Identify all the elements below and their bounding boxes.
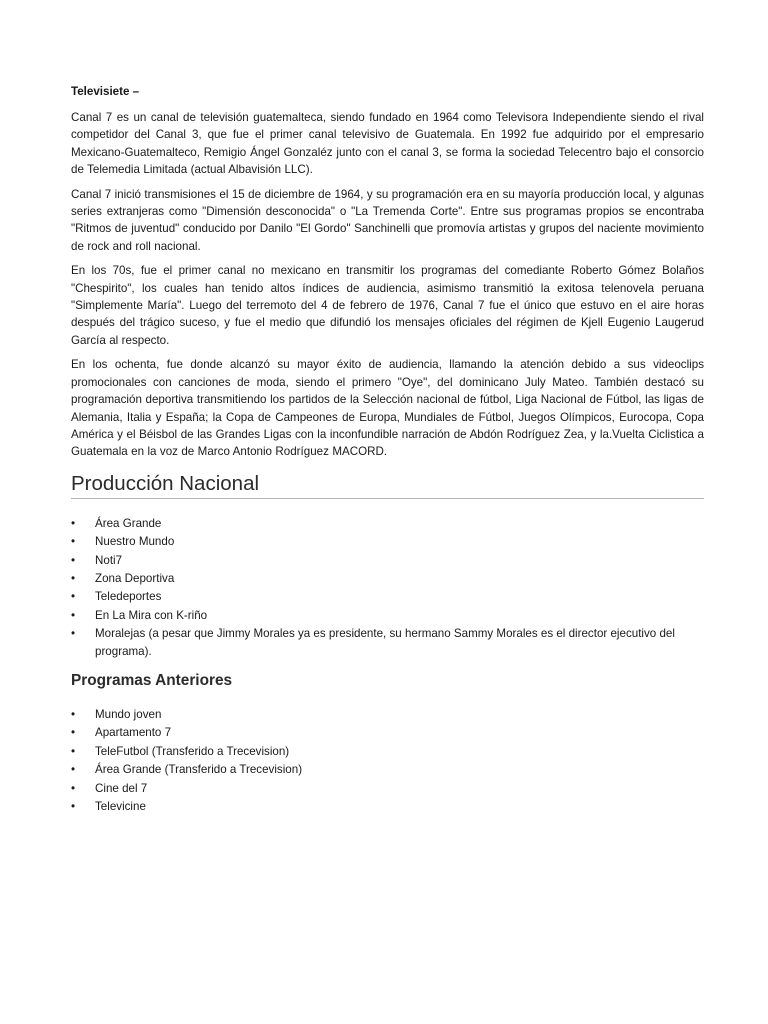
list-item-label: Teledeportes bbox=[95, 590, 162, 604]
bullet-icon: • bbox=[71, 781, 76, 795]
bullet-icon: • bbox=[71, 590, 76, 604]
list-item bbox=[71, 798, 704, 815]
list-item bbox=[71, 743, 704, 760]
bullet-icon: • bbox=[71, 763, 76, 777]
subsection-heading-programas-anteriores: Programas Anteriores bbox=[71, 671, 233, 689]
list-item bbox=[71, 724, 704, 741]
list-item-label: Mundo joven bbox=[95, 707, 162, 721]
paragraph-anos-80: En los ochenta, fue donde alcanzó su mayor éxito de audiencia, llamando la atención debido a sus videoclips promocionales con canciones de moda, siendo el primero "Oye", del dominicano July Mateo. También destacó su programación deportiva transmitiendo los partidos de la Selección nacional de fútbol, Liga Nacional de Fútbol, las ligas de Alemania, Italia y España; la Copa de Campeones de Europa, Mundiales de Fútbol, Juegos Olímpicos, Eurocopa, Copa América y el Béisbol de las Grandes Ligas con la inconfundible narración de Abdón Rodríguez Zea, y la.Vuelta Ciclistica a Guatemala en la voz de Marco Antonio Rodríguez MACORD. bbox=[71, 358, 704, 459]
list-item-label: Apartamento 7 bbox=[95, 726, 172, 740]
list-item-label: En La Mira con K-riño bbox=[95, 608, 208, 622]
list-item bbox=[71, 706, 704, 723]
list-item-label: Área Grande bbox=[95, 516, 162, 530]
list-item-label: Zona Deportiva bbox=[95, 571, 175, 585]
bullet-icon: • bbox=[71, 800, 76, 813]
bullet-icon: • bbox=[71, 571, 76, 585]
bullet-icon: • bbox=[71, 535, 76, 549]
section-heading-produccion-nacional: Producción Nacional bbox=[71, 471, 704, 499]
paragraph-anos-70: En los 70s, fue el primer canal no mexicano en transmitir los programas del comediante Roberto Gómez Bolaños "Chespirito", los cuales han tenido altos índices de audiencia, asimismo transmitió la exitosa telenovela peruana "Simplemente María". Luego del terremoto del 4 de febrero de 1976, Canal 7 fue el único que estuvo en el aire horas después del trágico suceso, y fue el medio que difundió los mensajes oficiales del régimen de Kjell Eugenio Laugerud García al respecto. bbox=[71, 264, 704, 347]
list-item-label: Televicine bbox=[95, 800, 146, 813]
list-item-label: Cine del 7 bbox=[95, 781, 148, 795]
list-item bbox=[71, 607, 704, 624]
list-item-label: Área Grande (Transferido a Trecevision) bbox=[95, 763, 303, 777]
produccion-nacional-list bbox=[71, 515, 704, 660]
list-item bbox=[71, 588, 704, 605]
list-item-label: Moralejas (a pesar que Jimmy Morales ya es presidente, su hermano Sammy Morales es el director ejecutivo del programa). bbox=[95, 627, 675, 658]
list-item bbox=[71, 570, 704, 587]
paragraph-intro: Canal 7 es un canal de televisión guatemalteca, siendo fundado en 1964 como Televisora Independiente siendo el rival competidor del Canal 3, que fue el primer canal televisivo de Guatemala. En 1992 fue adquirido por el empresario Mexicano-Guatemalteco, Remigio Ángel Gonzaléz junto con el canal 3, se forma la sociedad Telecentro bajo el consorcio de Telemedia Limitada (actual Albavisión LLC). bbox=[71, 111, 704, 177]
list-item bbox=[71, 625, 704, 660]
bullet-icon: • bbox=[71, 744, 76, 758]
list-item bbox=[71, 552, 704, 569]
list-item-label: TeleFutbol (Transferido a Trecevision) bbox=[95, 744, 290, 758]
list-item bbox=[71, 533, 704, 550]
bullet-icon: • bbox=[71, 707, 76, 721]
list-item bbox=[71, 780, 704, 797]
list-item-label: Noti7 bbox=[95, 553, 123, 567]
programas-anteriores-list bbox=[71, 706, 704, 815]
list-item bbox=[71, 761, 704, 778]
paragraph-inicio-transmisiones: Canal 7 inició transmisiones el 15 de diciembre de 1964, y su programación era en su mayoría producción local, y algunas series extranjeras como "Dimensión desconocida" o "La Tremenda Corte". Entre sus programas propios se encontraba "Ritmos de juventud" conducido por Danilo "El Gordo" Sanchinelli que promovía artistas y grupos del naciente movimiento de rock and roll nacional. bbox=[71, 187, 704, 253]
bullet-icon: • bbox=[71, 608, 76, 622]
document-title: Televisiete – bbox=[71, 85, 140, 98]
bullet-icon: • bbox=[71, 516, 76, 530]
bullet-icon: • bbox=[71, 553, 76, 567]
document-page bbox=[71, 84, 704, 816]
bullet-icon: • bbox=[71, 726, 76, 740]
bullet-icon: • bbox=[71, 627, 76, 641]
list-item-label: Nuestro Mundo bbox=[95, 535, 175, 549]
list-item bbox=[71, 515, 704, 532]
